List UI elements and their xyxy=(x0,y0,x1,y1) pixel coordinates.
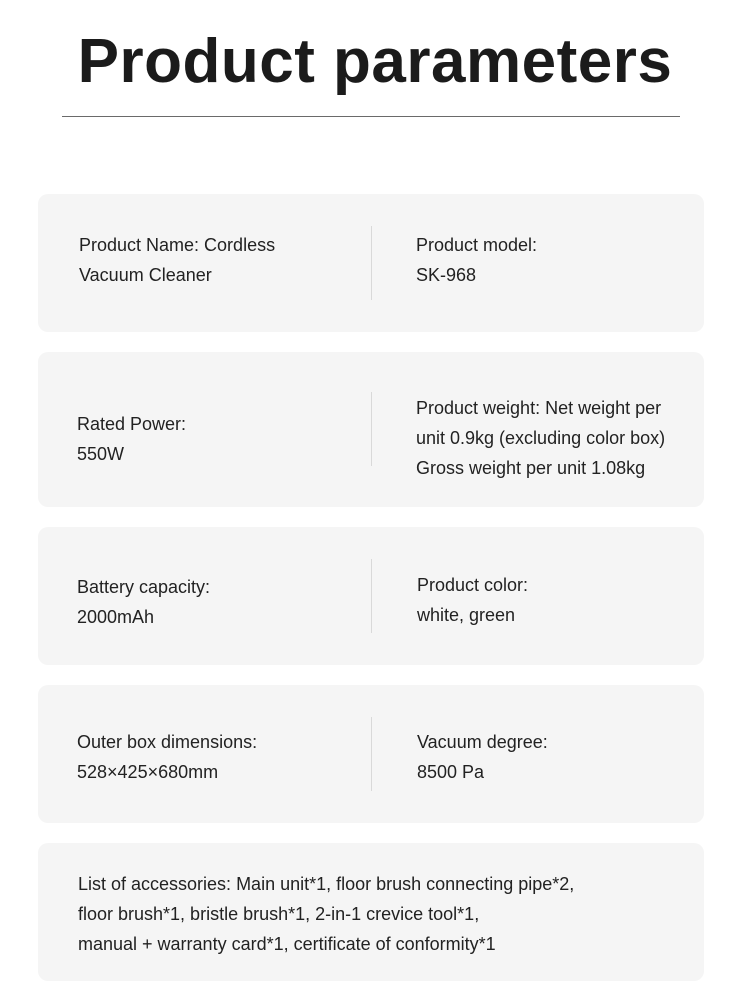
param-line: Product model: xyxy=(416,235,538,255)
page-title: Product parameters xyxy=(77,27,673,96)
param-line: 2000mAh xyxy=(77,607,155,627)
param-accessories xyxy=(78,869,574,959)
param-line: Vacuum degree: xyxy=(417,732,548,752)
param-line: Outer box dimensions: xyxy=(77,732,258,752)
param-line: Gross weight per unit 1.08kg xyxy=(416,458,646,478)
param-line: SK-968 xyxy=(416,265,477,285)
param-line: 528×425×680mm xyxy=(77,762,219,782)
param-line: Rated Power: xyxy=(77,414,187,434)
param-product-name xyxy=(79,230,275,290)
param-card-name-model xyxy=(38,194,704,332)
param-product-color xyxy=(417,570,528,630)
param-line: unit 0.9kg (excluding color box) xyxy=(416,428,666,448)
param-battery-capacity xyxy=(77,572,210,632)
param-product-model xyxy=(416,230,537,290)
title-underline xyxy=(62,116,680,117)
param-card-accessories xyxy=(38,843,704,981)
param-line: 8500 Pa xyxy=(417,762,485,782)
param-line: Product weight: Net weight per xyxy=(416,398,662,418)
param-line: Product Name: Cordless xyxy=(79,235,276,255)
param-product-weight xyxy=(416,393,665,483)
param-card-box-vacuum xyxy=(38,685,704,823)
column-divider xyxy=(371,392,372,466)
param-vacuum-degree xyxy=(417,727,548,787)
param-line: floor brush*1, bristle brush*1, 2-in-1 crevice tool*1, xyxy=(78,904,480,924)
param-outer-box-dimensions xyxy=(77,727,257,787)
param-line: Product color: xyxy=(417,575,529,595)
param-line: List of accessories: Main unit*1, floor brush connecting pipe*2, xyxy=(78,874,575,894)
param-card-power-weight xyxy=(38,352,704,507)
param-rated-power xyxy=(77,409,186,469)
param-line: white, green xyxy=(417,605,516,625)
param-line: manual + warranty card*1, certificate of conformity*1 xyxy=(78,934,496,954)
column-divider xyxy=(371,226,372,300)
param-card-battery-color xyxy=(38,527,704,665)
param-line: Battery capacity: xyxy=(77,577,211,597)
column-divider xyxy=(371,717,372,791)
column-divider xyxy=(371,559,372,633)
param-line: 550W xyxy=(77,444,125,464)
param-line: Vacuum Cleaner xyxy=(79,265,212,285)
